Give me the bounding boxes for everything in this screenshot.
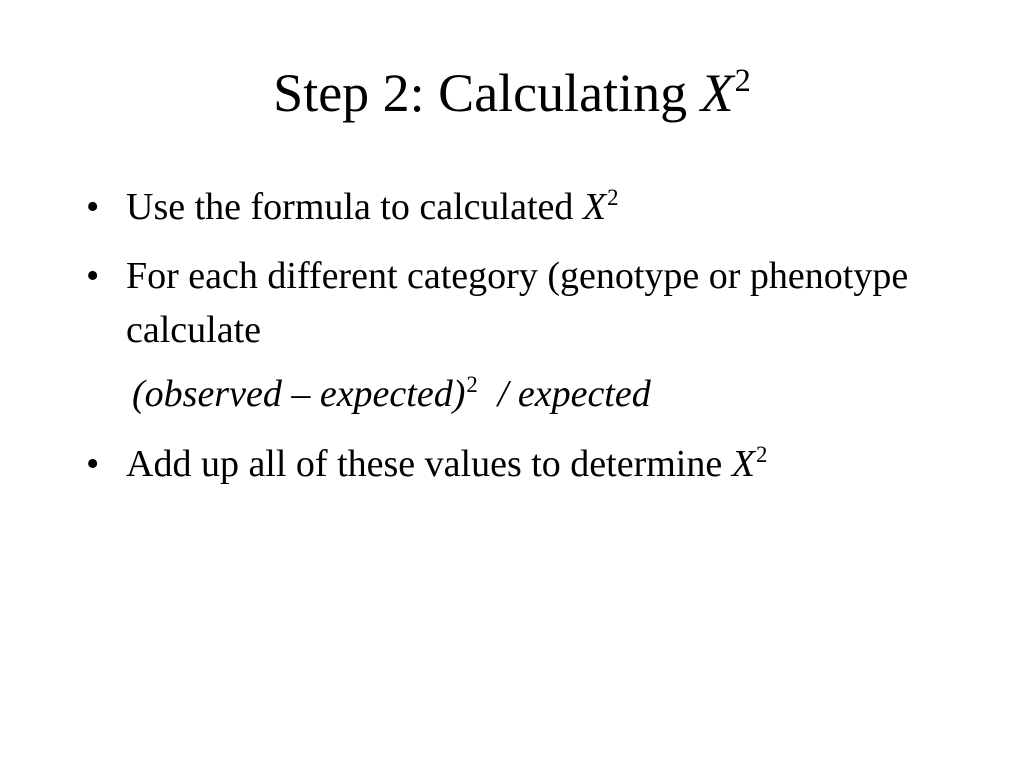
bullet-text: Use the formula to calculated xyxy=(126,186,583,228)
formula-numerator: (observed – expected) xyxy=(132,373,466,415)
bullet-exponent: 2 xyxy=(607,184,619,210)
bullet-item-category xyxy=(86,249,946,357)
title-prefix: Step 2: Calculating xyxy=(273,63,701,123)
title-exponent: 2 xyxy=(734,62,751,99)
bullet-item-sum xyxy=(86,437,946,496)
bullet-exponent: 2 xyxy=(755,441,768,467)
bullet-text: For each different category (genotype or phenotype calculate xyxy=(126,255,909,351)
bullet-icon: • xyxy=(86,186,100,228)
bullet-item-formula xyxy=(86,180,946,239)
bullet-icon: • xyxy=(86,443,100,485)
formula-exponent: 2 xyxy=(466,371,478,397)
formula-denominator: expected xyxy=(517,373,651,415)
bullet-list xyxy=(86,180,946,506)
bullet-variable: X xyxy=(582,186,607,228)
bullet-variable: X xyxy=(731,443,755,485)
slide-title xyxy=(0,58,1024,136)
bullet-icon: • xyxy=(86,255,100,297)
title-variable: X xyxy=(700,63,734,123)
bullet-text: Add up all of these values to determine xyxy=(126,443,732,485)
formula-operator: / xyxy=(497,373,509,415)
formula-line xyxy=(86,367,946,426)
